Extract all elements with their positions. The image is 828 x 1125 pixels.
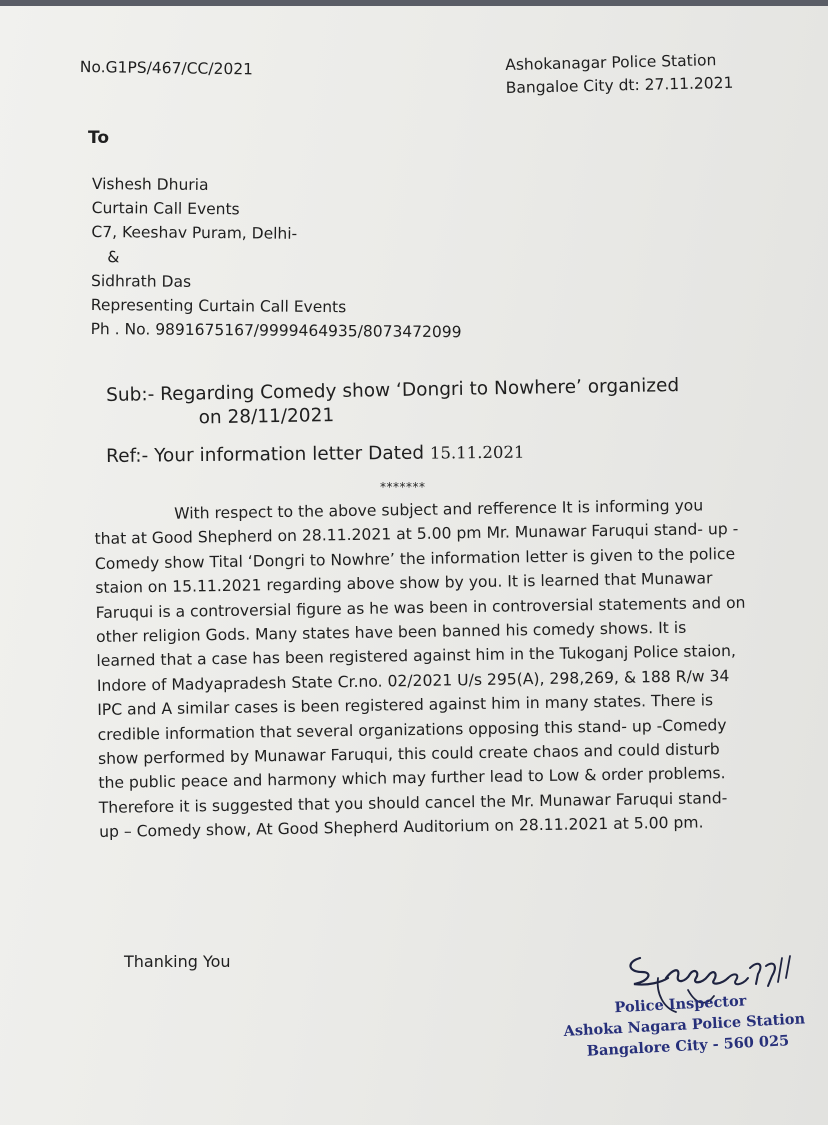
body-line: learned that a case has been registered against him in the Tukoganj Police staion, bbox=[96, 642, 737, 671]
to-label: To bbox=[88, 128, 110, 148]
recipient-line: Representing Curtain Call Events bbox=[90, 295, 347, 317]
body-line: that at Good Shepherd on 28.11.2021 at 5.00 pm Mr. Munawar Faruqui stand- up - bbox=[94, 520, 739, 549]
recipient-line: & bbox=[107, 247, 120, 266]
subject-line: on 28/11/2021 bbox=[198, 405, 335, 429]
reference-label: Ref:- Your information letter Dated bbox=[106, 442, 431, 467]
body-line: With respect to the above subject and refference It is informing you bbox=[174, 496, 704, 523]
recipient-address bbox=[91, 172, 463, 345]
recipient-line: Sidhrath Das bbox=[90, 271, 192, 291]
separator-stars: ******* bbox=[380, 480, 426, 494]
top-edge-bar bbox=[0, 0, 828, 6]
body-line: credible information that several organizations opposing this stand- up -Comedy bbox=[97, 715, 727, 744]
body-line: Therefore it is suggested that you should cancel the Mr. Munawar Faruqui stand- bbox=[98, 788, 728, 817]
body-line: Faruqui is a controversial figure as he was been in controversial statements and on bbox=[95, 593, 746, 622]
stamp-designation: Police Inspector bbox=[614, 992, 747, 1017]
reference-line bbox=[106, 442, 525, 467]
body-line: staion on 15.11.2021 regarding above show by you. It is learned that Munawar bbox=[95, 569, 713, 598]
recipient-line: Ph . No. 9891675167/9999464935/8073472099 bbox=[90, 320, 462, 342]
recipient-line: Vishesh Dhuria bbox=[91, 174, 209, 195]
station-header bbox=[505, 49, 734, 100]
reference-number: No.G1PS/467/CC/2021 bbox=[79, 58, 254, 79]
body-line: Comedy show Tital ‘Dongri to Nowhre’ the information letter is given to the police bbox=[94, 544, 736, 573]
body-line: the public peace and harmony which may further lead to Low & order problems. bbox=[98, 764, 726, 793]
body-line: IPC and A similar cases is been registered against him in many states. There is bbox=[97, 691, 714, 720]
closing-text: Thanking You bbox=[124, 952, 231, 971]
recipient-line: Curtain Call Events bbox=[91, 199, 240, 219]
signature-stamp bbox=[562, 987, 807, 1063]
subject-block bbox=[106, 374, 680, 432]
subject-line: Sub:- Regarding Comedy show ‘Dongri to Nowhere’ organized bbox=[106, 374, 680, 406]
body-line: up – Comedy show, At Good Shepherd Auditorium on 28.11.2021 at 5.00 pm. bbox=[99, 813, 704, 842]
body-line: other religion Gods. Many states have been banned his comedy shows. It is bbox=[95, 618, 687, 646]
station-name: Ashokanagar Police Station bbox=[505, 51, 717, 74]
body-line: show performed by Munawar Faruqui, this could create chaos and could disturb bbox=[97, 740, 720, 768]
stamp-station: Ashoka Nagara Police Station bbox=[563, 1010, 806, 1040]
reference-date: 15.11.2021 bbox=[429, 442, 525, 463]
station-city-date: Bangaloe City dt: 27.11.2021 bbox=[505, 73, 734, 97]
recipient-line: C7, Keeshav Puram, Delhi- bbox=[91, 223, 298, 244]
body-line: Indore of Madyapradesh State Cr.no. 02/2021 U/s 295(A), 298,269, & 188 R/w 34 bbox=[96, 666, 730, 695]
stamp-city: Bangalore City - 560 025 bbox=[586, 1032, 790, 1060]
letter-body bbox=[94, 492, 799, 844]
